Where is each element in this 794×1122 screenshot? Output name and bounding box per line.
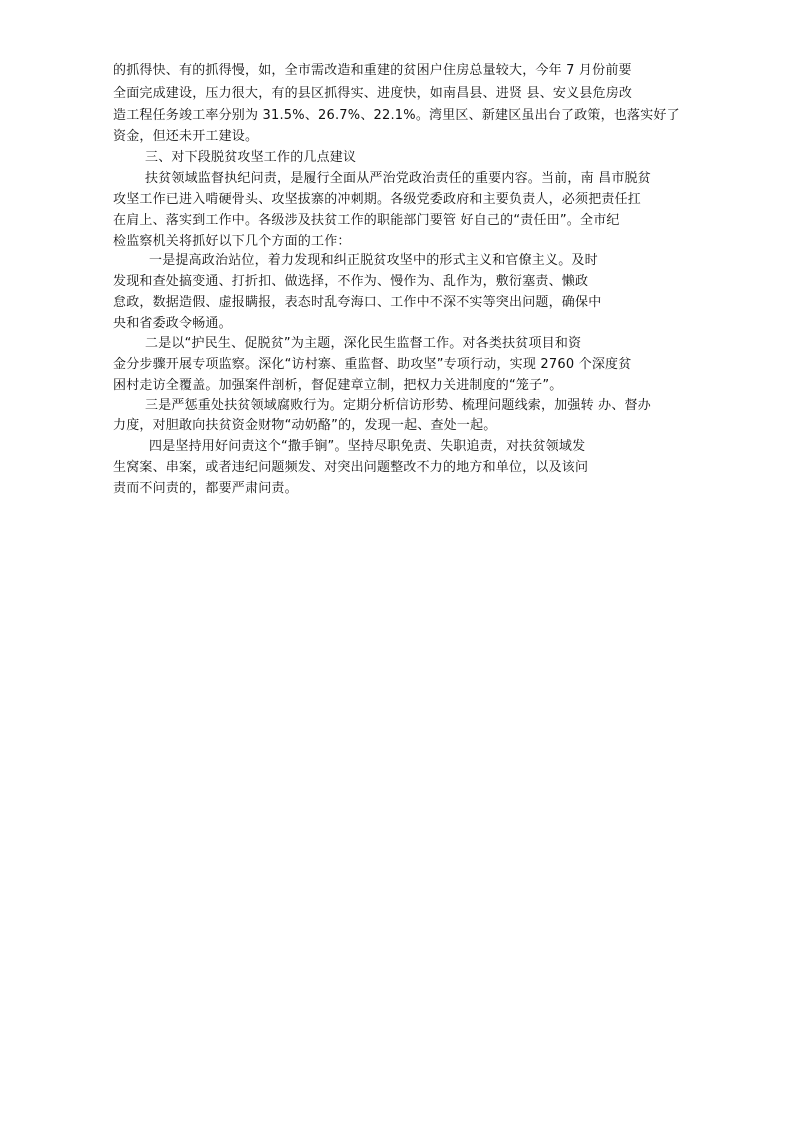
body-line: 造工程任务竣工率分别为 31.5%、26.7%、22.1%。湾里区、新建区虽出台了政策，也落实好了 bbox=[113, 108, 680, 123]
body-line: 攻坚工作已进入啃硬骨头、攻坚拔寨的冲刺期。各级党委政府和主要负责人，必须把责任扛 bbox=[113, 192, 642, 207]
body-line: 一是提高政治站位，着力发现和纠正脱贫攻坚中的形式主义和官僚主义。及时 bbox=[149, 253, 598, 268]
body-line: 四是坚持用好问责这个“撒手锏”。坚持尽职免责、失职追责，对扶贫领域发 bbox=[149, 439, 586, 454]
body-line: 责而不问责的，都要严肃问责。 bbox=[113, 481, 298, 496]
body-line: 困村走访全覆盖。加强案件剖析，督促建章立制，把权力关进制度的“笼子”。 bbox=[113, 378, 563, 393]
body-line: 怠政，数据造假、虚报瞒报，表态时乱夸海口、工作中不深不实等突出问题，确保中 bbox=[113, 295, 602, 310]
body-line: 全面完成建设，压力很大，有的县区抓得实、进度快，如南昌县、进贤 县、安义县危房改 bbox=[113, 86, 633, 101]
body-line: 检监察机关将抓好以下几个方面的工作： bbox=[113, 234, 351, 249]
body-line: 力度，对胆敢向扶贫资金财物“动奶酪”的，发现一起、查处一起。 bbox=[113, 418, 497, 433]
body-line: 金分步骤开展专项监察。深化“访村寨、重监督、助攻坚”专项行动，实现 2760 个深度贫 bbox=[113, 357, 632, 372]
body-line: 资金，但还未开工建设。 bbox=[113, 129, 259, 144]
body-line: 央和省委政令畅通。 bbox=[113, 316, 232, 331]
body-line: 二是以“护民生、促脱贫”为主题，深化民生监督工作。对各类扶贫项目和资 bbox=[145, 336, 582, 351]
section-heading: 三、对下段脱贫攻坚工作的几点建议 bbox=[145, 150, 357, 165]
body-line: 生窝案、串案，或者违纪问题频发、对突出问题整改不力的地方和单位，以及该问 bbox=[113, 460, 589, 475]
body-line: 在肩上、落实到工作中。各级涉及扶贫工作的职能部门要管 好自己的“责任田”。全市纪 bbox=[113, 213, 620, 228]
body-line: 的抓得快、有的抓得慢，如，全市需改造和重建的贫困户住房总量较大，今年 7 月份前要 bbox=[113, 63, 632, 78]
body-line: 扶贫领域监督执纪问责，是履行全面从严治党政治责任的重要内容。当前，南 昌市脱贫 bbox=[145, 171, 651, 186]
body-line: 发现和查处搞变通、打折扣、做选择，不作为、慢作为、乱作为，敷衍塞责、懒政 bbox=[113, 274, 589, 289]
body-line: 三是严惩重处扶贫领域腐败行为。定期分析信访形势、梳理问题线索，加强转 办、督办 bbox=[145, 398, 651, 413]
